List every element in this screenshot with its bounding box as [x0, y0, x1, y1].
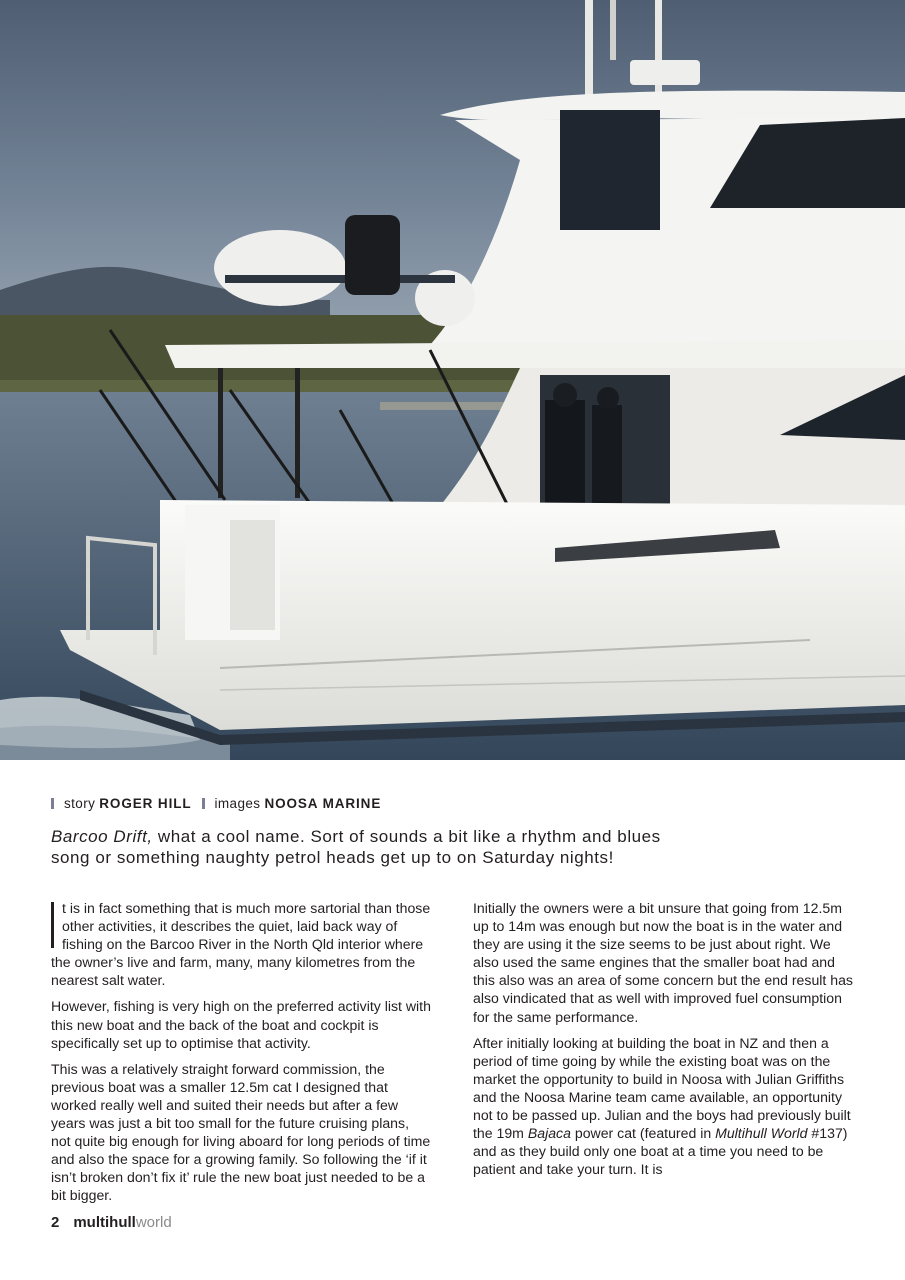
standfirst: [51, 826, 711, 868]
magazine-logo-light: world: [135, 1214, 172, 1231]
standfirst-line-2: song or something naughty petrol heads get up to on Saturday nights!: [51, 848, 614, 867]
paragraph: Initially the owners were a bit unsure that going from 12.5m up to 14m was enough but now the boat is in the water and they are using it the size seems to be just about right. We also used the same engines that the smaller boat had and this also was an area of some concern but the end result has also vindicated that as well with improved fuel consumption for the same performance.: [473, 900, 853, 1025]
story-label: story: [64, 796, 96, 811]
images-label: images: [214, 796, 261, 811]
standfirst-text: what a cool name. Sort of sounds a bit like a rhythm and blues: [152, 827, 661, 846]
credit-divider: [202, 798, 205, 809]
standfirst-line-1: [51, 826, 711, 847]
magazine-logo-bold: multihull: [73, 1214, 136, 1231]
boat-name: Barcoo Drift,: [51, 827, 153, 846]
page-number: 2: [51, 1214, 60, 1231]
paragraph: After initially looking at building the boat in NZ and then a period of time going by while the existing boat was on the market the opportunity to build in Noosa with Julian Griffiths and the Noosa Marine team came available, an opportunity not to be passed up. Julian and the boys had previously built the 19m Bajaca power cat (featured in Multihull World #137) and as they build only one boat at a time you need to be patient and take your turn. It is: [473, 1034, 851, 1178]
paragraph: This was a relatively straight forward commission, the previous boat was a smaller 12.5m cat I designed that worked really well and suited their needs but after a few years was just a bit too small for the future cruising plans, not quite big enough for living aboard for long periods of time and also the space for a growing family. So following the ‘if it isn’t broken don’t fix it’ rule the new boat just needed to be a bit bigger.: [51, 1060, 431, 1204]
page-footer: [51, 1214, 172, 1231]
author-name: ROGER HILL: [99, 796, 192, 811]
paragraph: t is in fact something that is much more sartorial than those other activities, it describes the quiet, laid back way of fishing on the Barcoo River in the North Qld interior where the owner’s live and farm, many, many kilometres from the nearest salt water.: [51, 900, 431, 989]
article-credits: [51, 796, 381, 811]
credit-divider: [51, 798, 54, 809]
body-column-right: [473, 899, 858, 1186]
boat-name-bajaca: Bajaca: [527, 1125, 571, 1142]
magazine-reference: Multihull World: [715, 1125, 808, 1142]
drop-cap: [51, 902, 60, 949]
photographer-name: NOOSA MARINE: [264, 796, 382, 811]
paragraph: However, fishing is very high on the preferred activity list with this new boat and the back of the boat and cockpit is specifically set up to optimise that activity.: [51, 998, 431, 1051]
body-column-left: [51, 899, 431, 1213]
dinghy: [214, 230, 346, 306]
